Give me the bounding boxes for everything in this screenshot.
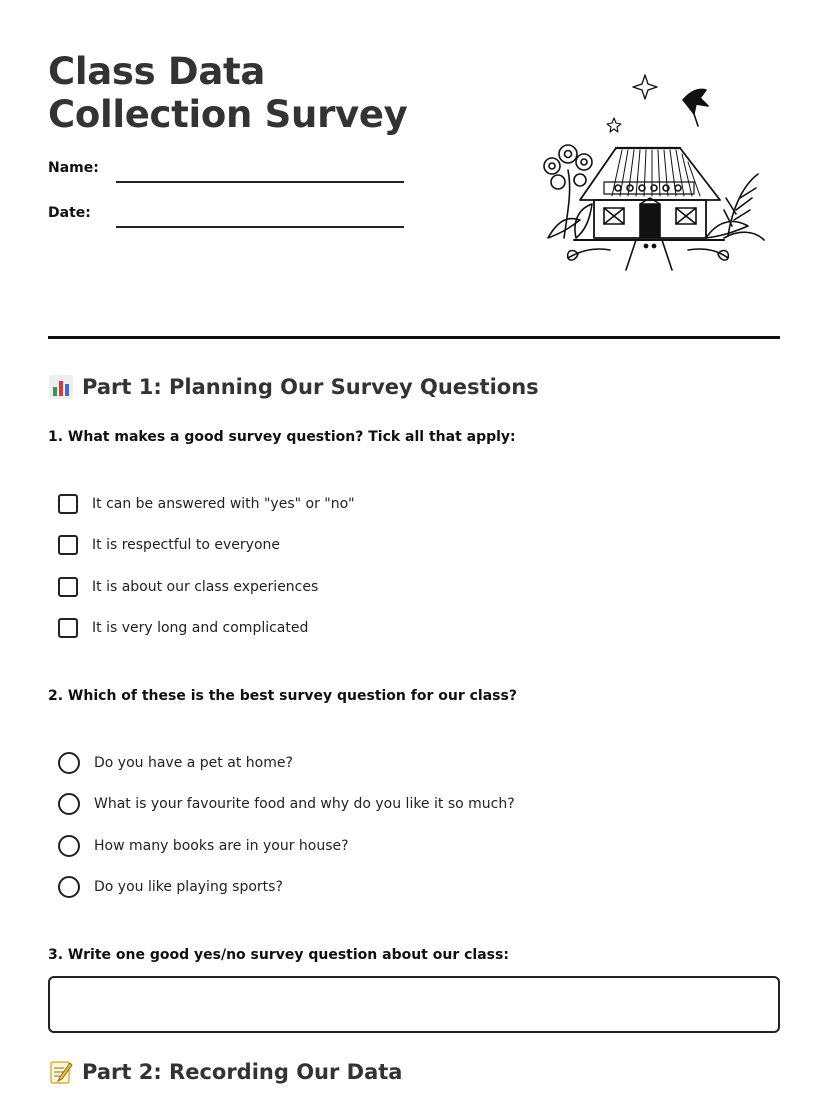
- date-label: Date:: [48, 205, 91, 221]
- part2-title: [48, 1059, 402, 1085]
- question-2: 2. Which of these is the best survey question for our class?: [48, 688, 517, 704]
- bar-chart-icon: [48, 374, 74, 400]
- q2-option-2[interactable]: [58, 792, 515, 816]
- q1-option-2-label: It is respectful to everyone: [92, 537, 280, 553]
- q1-option-3-label: It is about our class experiences: [92, 579, 319, 595]
- header-divider: [48, 336, 780, 339]
- q1-option-3[interactable]: [58, 575, 318, 599]
- house-illustration: [528, 70, 768, 280]
- question-1: 1. What makes a good survey question? Tick all that apply:: [48, 429, 516, 445]
- worksheet-page: [48, 0, 780, 1118]
- q1-option-4-label: It is very long and complicated: [92, 620, 309, 636]
- q1-option-1[interactable]: [58, 492, 355, 516]
- q2-option-1-label: Do you have a pet at home?: [94, 755, 293, 771]
- part1-title-text: Part 1: Planning Our Survey Questions: [82, 375, 539, 399]
- q3-answer-box[interactable]: [48, 976, 780, 1033]
- checkbox[interactable]: [58, 618, 78, 638]
- checkbox[interactable]: [58, 494, 78, 514]
- radio-button[interactable]: [58, 835, 80, 857]
- q2-option-1[interactable]: [58, 751, 293, 775]
- q1-option-4[interactable]: [58, 616, 308, 640]
- q2-option-4-label: Do you like playing sports?: [94, 879, 283, 895]
- part1-title: [48, 374, 539, 400]
- radio-button[interactable]: [58, 793, 80, 815]
- date-input-line[interactable]: [116, 226, 404, 228]
- q2-option-4[interactable]: [58, 875, 283, 899]
- q1-option-1-label: It can be answered with "yes" or "no": [92, 496, 355, 512]
- memo-icon: [48, 1059, 74, 1085]
- name-input-line[interactable]: [116, 181, 404, 183]
- name-label: Name:: [48, 160, 99, 176]
- page-title: Class Data Collection Survey: [48, 50, 408, 136]
- radio-button[interactable]: [58, 876, 80, 898]
- date-field-row: [48, 205, 408, 229]
- radio-button[interactable]: [58, 752, 80, 774]
- header: [48, 0, 780, 340]
- q2-option-3[interactable]: [58, 834, 349, 858]
- checkbox[interactable]: [58, 535, 78, 555]
- q1-option-2[interactable]: [58, 533, 280, 557]
- name-field-row: [48, 160, 408, 184]
- q2-option-3-label: How many books are in your house?: [94, 838, 349, 854]
- part2-title-text: Part 2: Recording Our Data: [82, 1060, 403, 1084]
- checkbox[interactable]: [58, 577, 78, 597]
- q2-option-2-label: What is your favourite food and why do you like it so much?: [94, 796, 515, 812]
- question-3: 3. Write one good yes/no survey question about our class:: [48, 947, 509, 963]
